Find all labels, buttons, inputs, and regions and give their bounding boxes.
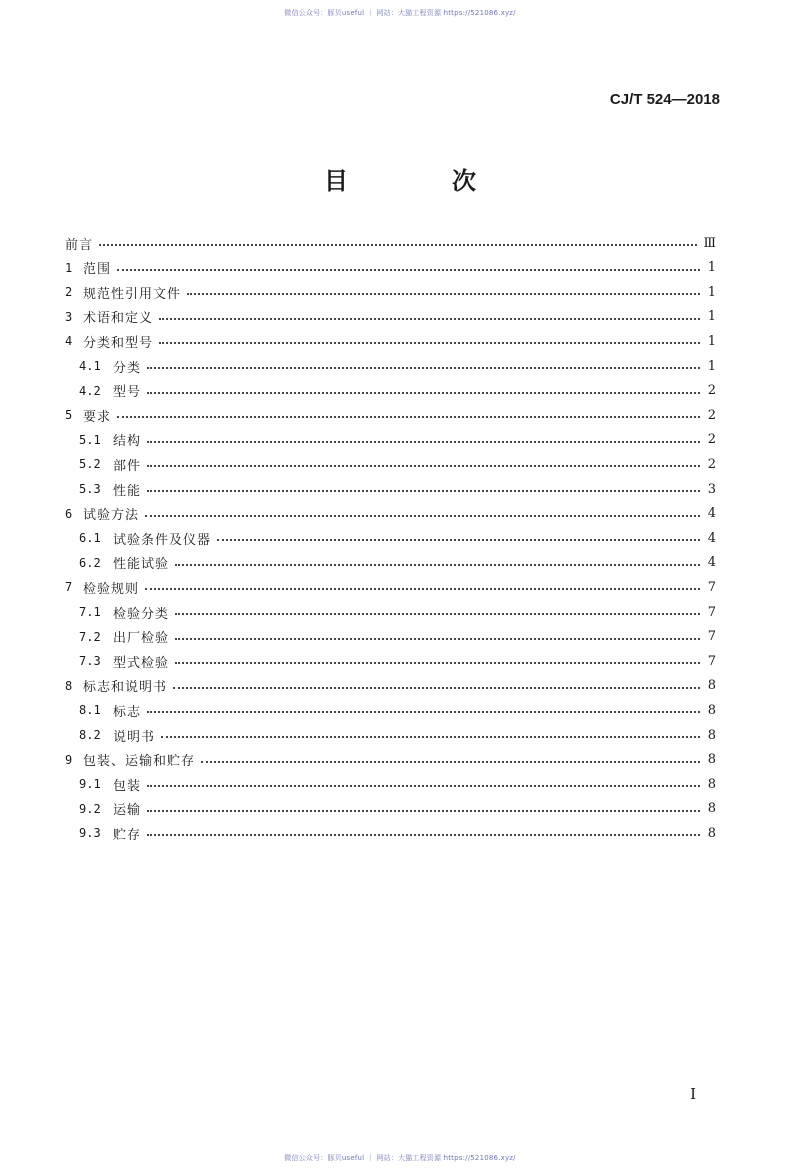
- toc-entry-label: 试验方法: [83, 508, 140, 524]
- toc-dot-leader: [147, 834, 700, 836]
- toc-entry[interactable]: [65, 232, 716, 254]
- toc-entry[interactable]: [65, 675, 716, 697]
- toc-entry-page: 8: [707, 702, 716, 718]
- toc-subentry[interactable]: [79, 798, 716, 820]
- toc-entry-page: 1: [707, 284, 716, 300]
- toc-subentry[interactable]: [79, 724, 716, 746]
- toc-dot-leader: [175, 564, 700, 566]
- toc-entry-number: 4: [65, 334, 73, 349]
- toc-dot-leader: [99, 244, 697, 246]
- toc-entry-label: 分类和型号: [83, 335, 154, 351]
- toc-entry-page: 8: [707, 825, 716, 841]
- toc-entry[interactable]: [65, 281, 716, 303]
- toc-entry-label: 检验规则: [83, 581, 140, 597]
- toc-dot-leader: [159, 342, 700, 344]
- toc-subentry[interactable]: [79, 650, 716, 672]
- toc-entry-label: 贮存: [113, 827, 142, 843]
- toc-dot-leader: [173, 687, 700, 689]
- toc-entry-number: 9: [65, 752, 73, 767]
- page-number: I: [690, 1085, 696, 1103]
- toc-entry-number: 5: [65, 408, 73, 423]
- toc-entry-page: 2: [707, 456, 716, 472]
- toc-dot-leader: [217, 539, 700, 541]
- toc-dot-leader: [145, 588, 700, 590]
- toc-dot-leader: [187, 293, 700, 295]
- document-code: CJ/T 524—2018: [609, 91, 720, 108]
- toc-entry-number: 5.2: [79, 457, 101, 472]
- toc-entry-page: Ⅲ: [703, 235, 716, 251]
- toc-subentry[interactable]: [79, 380, 716, 402]
- toc-entry-label: 型式检验: [113, 655, 170, 671]
- toc-entry[interactable]: [65, 257, 716, 279]
- toc-entry-number: 4.2: [79, 383, 101, 398]
- toc-entry-page: 8: [707, 727, 716, 743]
- toc-entry-number: 5.1: [79, 432, 101, 447]
- toc-entry[interactable]: [65, 330, 716, 352]
- toc-entry-number: 8: [65, 678, 73, 693]
- toc-entry-page: 8: [707, 801, 716, 817]
- toc-entry-number: 7.1: [79, 605, 101, 619]
- toc-subentry[interactable]: [79, 355, 716, 377]
- toc-dot-leader: [175, 662, 700, 664]
- toc-entry-label: 范围: [83, 262, 112, 278]
- toc-dot-leader: [145, 515, 700, 517]
- toc-entry-number: 3: [65, 309, 73, 324]
- toc-dot-leader: [147, 392, 700, 394]
- toc-entry-number: 7.2: [79, 629, 101, 644]
- toc-entry-number: 7.3: [79, 654, 101, 669]
- toc-entry-number: 6.2: [79, 555, 101, 570]
- toc-entry-page: 4: [707, 555, 716, 571]
- toc-entry[interactable]: [65, 404, 716, 426]
- toc-dot-leader: [147, 441, 700, 443]
- toc-entry-label: 包装: [113, 778, 142, 794]
- toc-entry-page: 1: [707, 358, 716, 374]
- toc-entry-label: 部件: [113, 458, 142, 474]
- toc-dot-leader: [175, 638, 700, 640]
- toc-entry-number: 8.2: [79, 728, 101, 742]
- toc-dot-leader: [117, 269, 700, 271]
- toc-dot-leader: [201, 761, 700, 763]
- toc-entry-page: 2: [707, 432, 716, 448]
- toc-entry-label: 标志和说明书: [83, 680, 168, 696]
- toc-title: 目 次: [324, 167, 516, 195]
- toc-entry-number: 6.1: [79, 531, 101, 546]
- toc-entry-label: 型号: [113, 385, 142, 401]
- toc-subentry[interactable]: [79, 478, 716, 500]
- toc-entry-page: 1: [707, 260, 716, 276]
- toc-entry-number: 6: [65, 506, 73, 521]
- toc-subentry[interactable]: [79, 429, 716, 451]
- toc-entry-label: 检验分类: [113, 606, 170, 622]
- toc-dot-leader: [117, 416, 700, 418]
- toc-subentry[interactable]: [79, 773, 716, 795]
- toc-entry-page: 2: [707, 407, 716, 423]
- toc-entry-label: 包装、运输和贮存: [83, 754, 196, 770]
- toc-entry-number: 9.2: [79, 801, 101, 816]
- toc-entry-label: 结构: [113, 434, 142, 450]
- toc-subentry[interactable]: [79, 699, 716, 721]
- toc-entry-label: 要求: [83, 409, 112, 425]
- toc-entry-label: 前言: [65, 237, 94, 253]
- toc-entry-label: 性能试验: [113, 557, 170, 573]
- toc-entry-number: 7: [65, 580, 73, 595]
- toc-entry-label: 性能: [113, 483, 142, 499]
- toc-entry-page: 3: [707, 481, 716, 497]
- toc-entry-page: 2: [707, 383, 716, 399]
- toc-subentry[interactable]: [79, 601, 716, 623]
- toc-entry-page: 7: [707, 579, 716, 595]
- toc-entry-page: 8: [707, 752, 716, 768]
- toc-entry-number: 2: [65, 285, 73, 300]
- toc-entry[interactable]: [65, 503, 716, 525]
- toc-entry-page: 4: [707, 530, 716, 546]
- toc-subentry[interactable]: [79, 822, 716, 844]
- toc-entry-label: 标志: [113, 704, 142, 720]
- toc-entry-label: 分类: [113, 360, 142, 376]
- toc-subentry[interactable]: [79, 626, 716, 648]
- toc-subentry[interactable]: [79, 453, 716, 475]
- toc-entry-page: 1: [707, 333, 716, 349]
- toc-entry-number: 9.3: [79, 826, 101, 841]
- toc-entry-page: 7: [707, 604, 716, 620]
- toc-entry-page: 4: [707, 506, 716, 522]
- toc-dot-leader: [159, 318, 700, 320]
- toc-dot-leader: [147, 367, 700, 369]
- toc-entry-label: 术语和定义: [83, 311, 154, 327]
- toc-entry[interactable]: [65, 306, 716, 328]
- toc-dot-leader: [147, 465, 700, 467]
- toc-subentry[interactable]: [79, 527, 716, 549]
- toc-dot-leader: [175, 613, 700, 615]
- toc-dot-leader: [147, 490, 700, 492]
- toc-entry-label: 规范性引用文件: [83, 286, 182, 302]
- toc-entry[interactable]: [65, 749, 716, 771]
- toc-dot-leader: [147, 785, 700, 787]
- toc-subentry[interactable]: [79, 552, 716, 574]
- toc-entry-number: 1: [65, 260, 73, 275]
- toc-entry-number: 8.1: [79, 703, 101, 718]
- toc-entry-page: 8: [707, 776, 716, 792]
- toc-entry-label: 出厂检验: [113, 631, 170, 647]
- watermark-bottom: 微信公众号：豚贝useful ｜ 网站：大猫工程资源 https://521086.xyz/: [284, 1154, 516, 1162]
- toc-entry[interactable]: [65, 576, 716, 598]
- toc-entry-number: 9.1: [79, 777, 101, 792]
- watermark-top: 微信公众号：豚贝useful ｜ 网站：大猫工程资源 https://521086.xyz/: [284, 9, 516, 17]
- toc-dot-leader: [161, 736, 700, 738]
- toc-dot-leader: [147, 810, 700, 812]
- toc-dot-leader: [147, 711, 700, 713]
- toc-entry-page: 1: [707, 309, 716, 325]
- toc-entry-label: 运输: [113, 803, 142, 819]
- toc-entry-page: 8: [707, 678, 716, 694]
- toc-entry-number: 4.1: [79, 359, 101, 373]
- toc-entry-page: 7: [707, 653, 716, 669]
- toc-entry-page: 7: [707, 629, 716, 645]
- toc-entry-number: 5.3: [79, 482, 101, 496]
- toc-entry-label: 试验条件及仪器: [113, 532, 212, 548]
- toc-entry-label: 说明书: [113, 729, 156, 745]
